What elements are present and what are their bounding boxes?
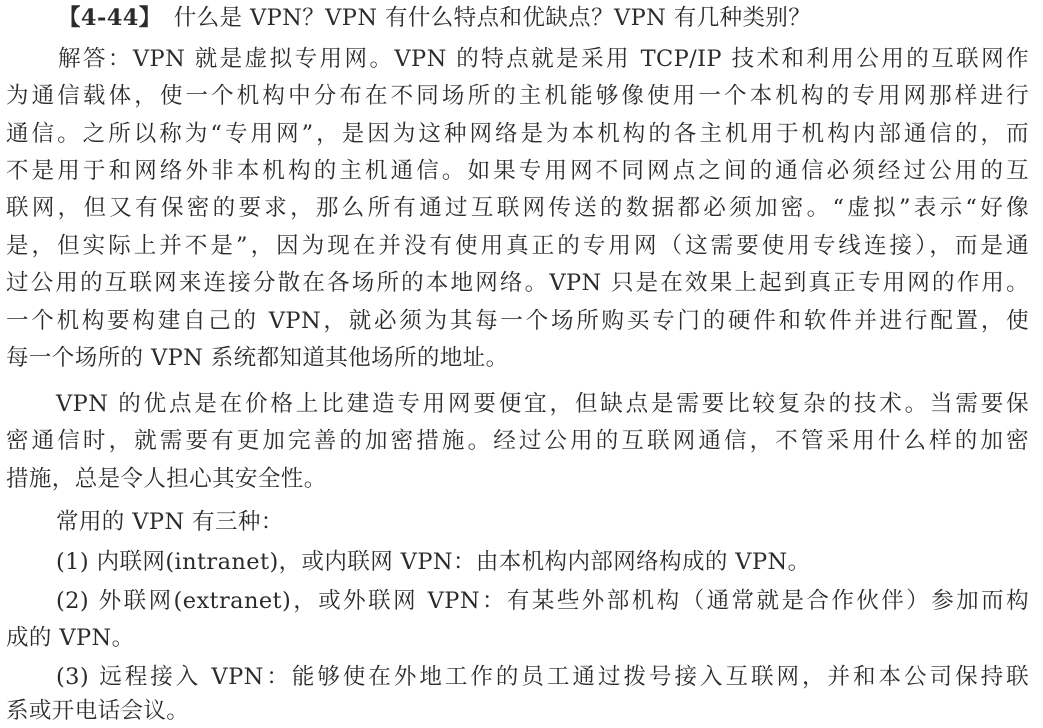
paragraph-line: 每一个场所的 VPN 系统都知道其他场所的地址。 bbox=[6, 345, 509, 371]
question-number: 【4-44】 bbox=[58, 5, 162, 31]
paragraph-line: 通信。之所以称为“专用网”，是因为这种网络是为本机构的各主机用于机构内部通信的，而 bbox=[6, 121, 1029, 147]
paragraph-line: 为通信载体，使一个机构中分布在不同场所的主机能够像使用一个本机构的专用网那样进行 bbox=[6, 83, 1029, 109]
list-item-3-cont: 系或开电话会议。 bbox=[6, 698, 190, 724]
answer-text: VPN 就是虚拟专用网。VPN 的特点就是采用 TCP/IP 技术和利用公用的互联网作 bbox=[132, 46, 1029, 72]
answer-line-1 bbox=[58, 42, 1029, 76]
paragraph-line: VPN 的优点是在价格上比建造专用网要便宜，但缺点是需要比较复杂的技术。当需要保 bbox=[56, 391, 1029, 417]
paragraph-line: 是，但实际上并不是”，因为现在并没有使用真正的专用网（这需要使用专线连接），而是通 bbox=[6, 233, 1029, 259]
list-item-2: (2) 外联网(extranet)，或外联网 VPN：有某些外部机构（通常就是合作伙伴）参加而构 bbox=[56, 588, 1029, 614]
list-item-3: (3) 远程接入 VPN：能够使在外地工作的员工通过拨号接入互联网，并和本公司保持联 bbox=[56, 664, 1029, 690]
paragraph-line: 措施，总是令人担心其安全性。 bbox=[6, 466, 327, 492]
paragraph-line: 常用的 VPN 有三种： bbox=[56, 509, 284, 535]
paragraph-line: 密通信时，就需要有更加完善的加密措施。经过公用的互联网通信，不管采用什么样的加密 bbox=[6, 428, 1029, 454]
list-item-2-cont: 成的 VPN。 bbox=[6, 625, 135, 651]
paragraph-line: 联网，但又有保密的要求，那么所有通过互联网传送的数据都必须加密。“虚拟”表示“好像 bbox=[6, 195, 1029, 221]
answer-label: 解答： bbox=[58, 46, 133, 72]
paragraph-line: 一个机构要构建自己的 VPN，就必须为其每一个场所购买专门的硬件和软件并进行配置，使 bbox=[6, 308, 1029, 334]
question-text: 什么是 VPN？VPN 有什么特点和优缺点？VPN 有几种类别？ bbox=[173, 5, 812, 31]
paragraph-line: 不是用于和网络外非本机构的主机通信。如果专用网不同网点之间的通信必须经过公用的互 bbox=[6, 158, 1029, 184]
list-item-1: (1) 内联网(intranet)，或内联网 VPN：由本机构内部网络构成的 VPN。 bbox=[56, 549, 811, 575]
paragraph-line: 过公用的互联网来连接分散在各场所的本地网络。VPN 只是在效果上起到真正专用网的作用。 bbox=[6, 270, 1029, 296]
question-line bbox=[58, 1, 1029, 35]
